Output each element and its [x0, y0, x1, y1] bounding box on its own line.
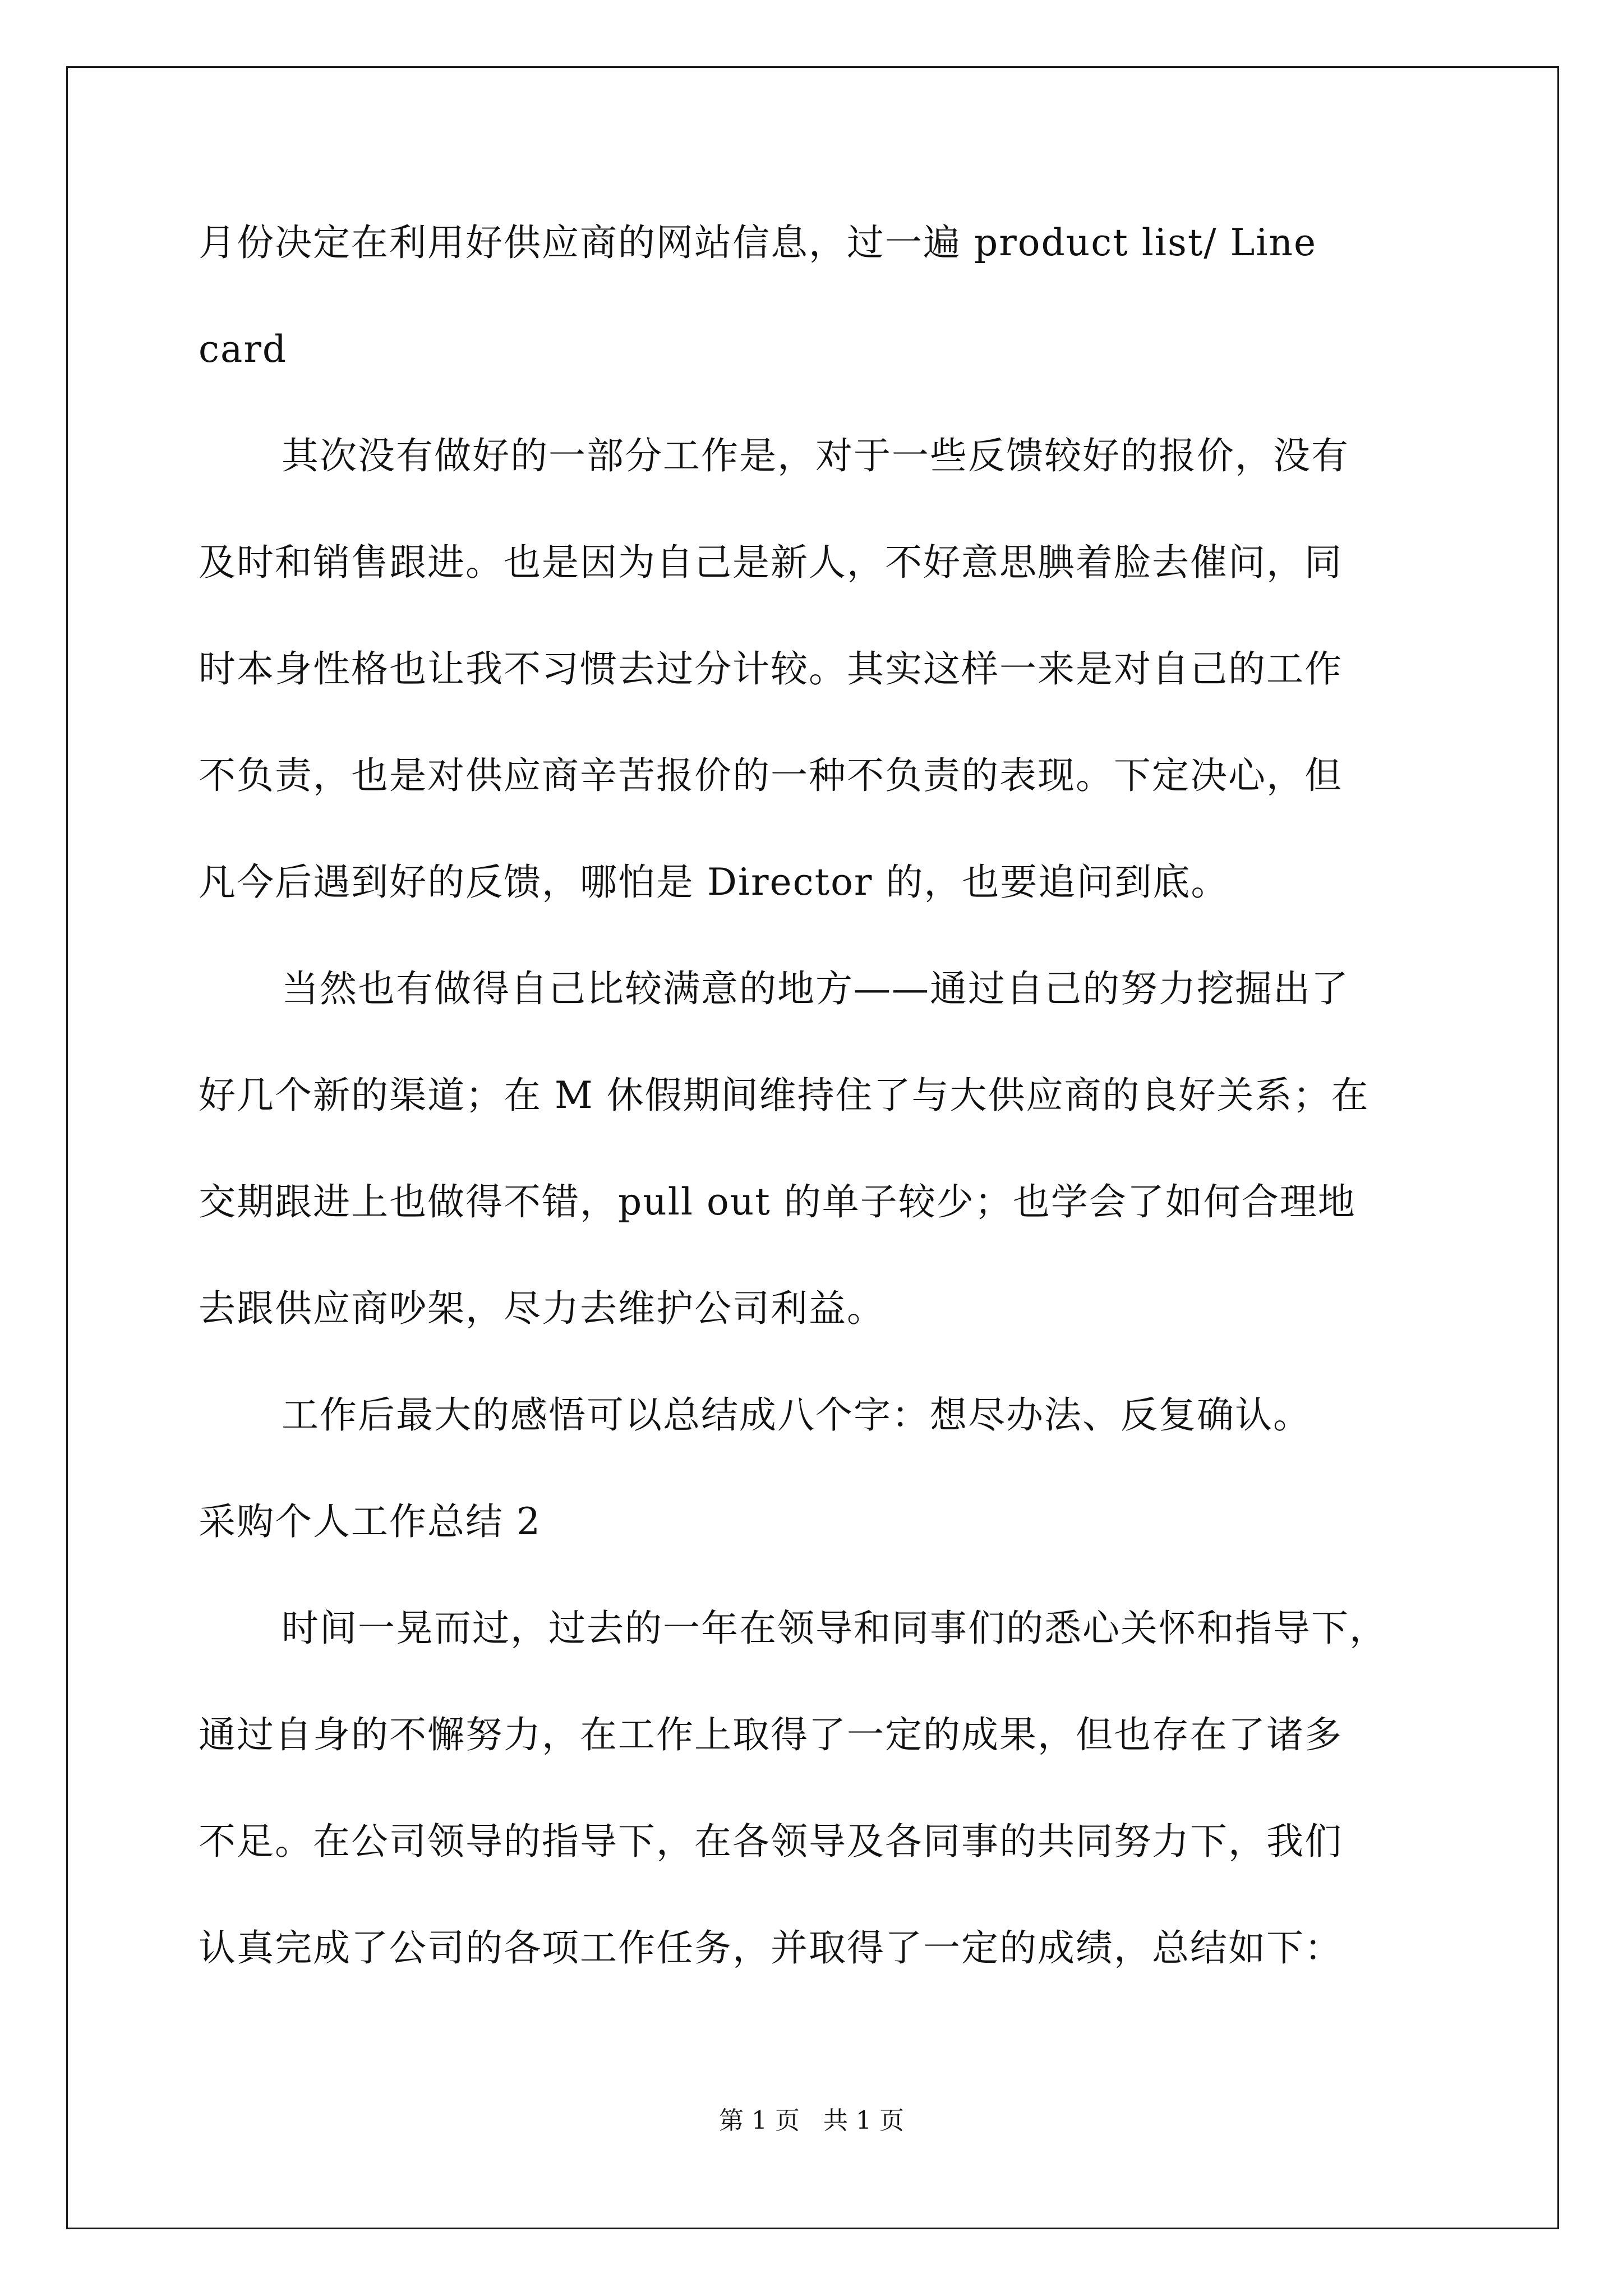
text-line: 不负责，也是对供应商辛苦报价的一种不负责的表现。下定决心，但: [199, 754, 1343, 797]
paragraph-start: 其次没有做好的一部分工作是，对于一些反馈较好的报价，没有: [282, 434, 1349, 477]
section-heading: 采购个人工作总结 2: [199, 1500, 541, 1543]
text-line: 及时和销售跟进。也是因为自己是新人，不好意思腆着脸去催问，同: [199, 541, 1343, 584]
paragraph-start: 工作后最大的感悟可以总结成八个字：想尽办法、反复确认。: [282, 1393, 1311, 1437]
text-line: 交期跟进上也做得不错，pull out 的单子较少；也学会了如何合理地: [199, 1180, 1356, 1223]
text-line: 去跟供应商吵架，尽力去维护公司利益。: [199, 1287, 885, 1330]
text-line: 不足。在公司领导的指导下，在各领导及各同事的共同努力下，我们: [199, 1820, 1343, 1863]
text-line: 认真完成了公司的各项工作任务，并取得了一定的成绩，总结如下：: [199, 1926, 1343, 1970]
text-line: 凡今后遇到好的反馈，哪怕是 Director 的，也要追问到底。: [199, 861, 1229, 904]
paragraph-start: 时间一晃而过，过去的一年在领导和同事们的悉心关怀和指导下，: [282, 1607, 1387, 1650]
text-line: 好几个新的渠道；在 M 休假期间维持住了与大供应商的良好关系；在: [199, 1074, 1370, 1117]
paragraph-start: 当然也有做得自己比较满意的地方——通过自己的努力挖掘出了: [282, 967, 1349, 1010]
text-line: card: [199, 328, 288, 371]
text-line: 时本身性格也让我不习惯去过分计较。其实这样一来是对自己的工作: [199, 647, 1343, 691]
text-line: 月份决定在利用好供应商的网站信息，过一遍 product list/ Line: [199, 221, 1317, 264]
page-footer: 第 1 页 共 1 页: [719, 2106, 904, 2135]
document-body: [199, 222, 1432, 2033]
text-line: 通过自身的不懈努力，在工作上取得了一定的成果，但也存在了诸多: [199, 1713, 1343, 1756]
